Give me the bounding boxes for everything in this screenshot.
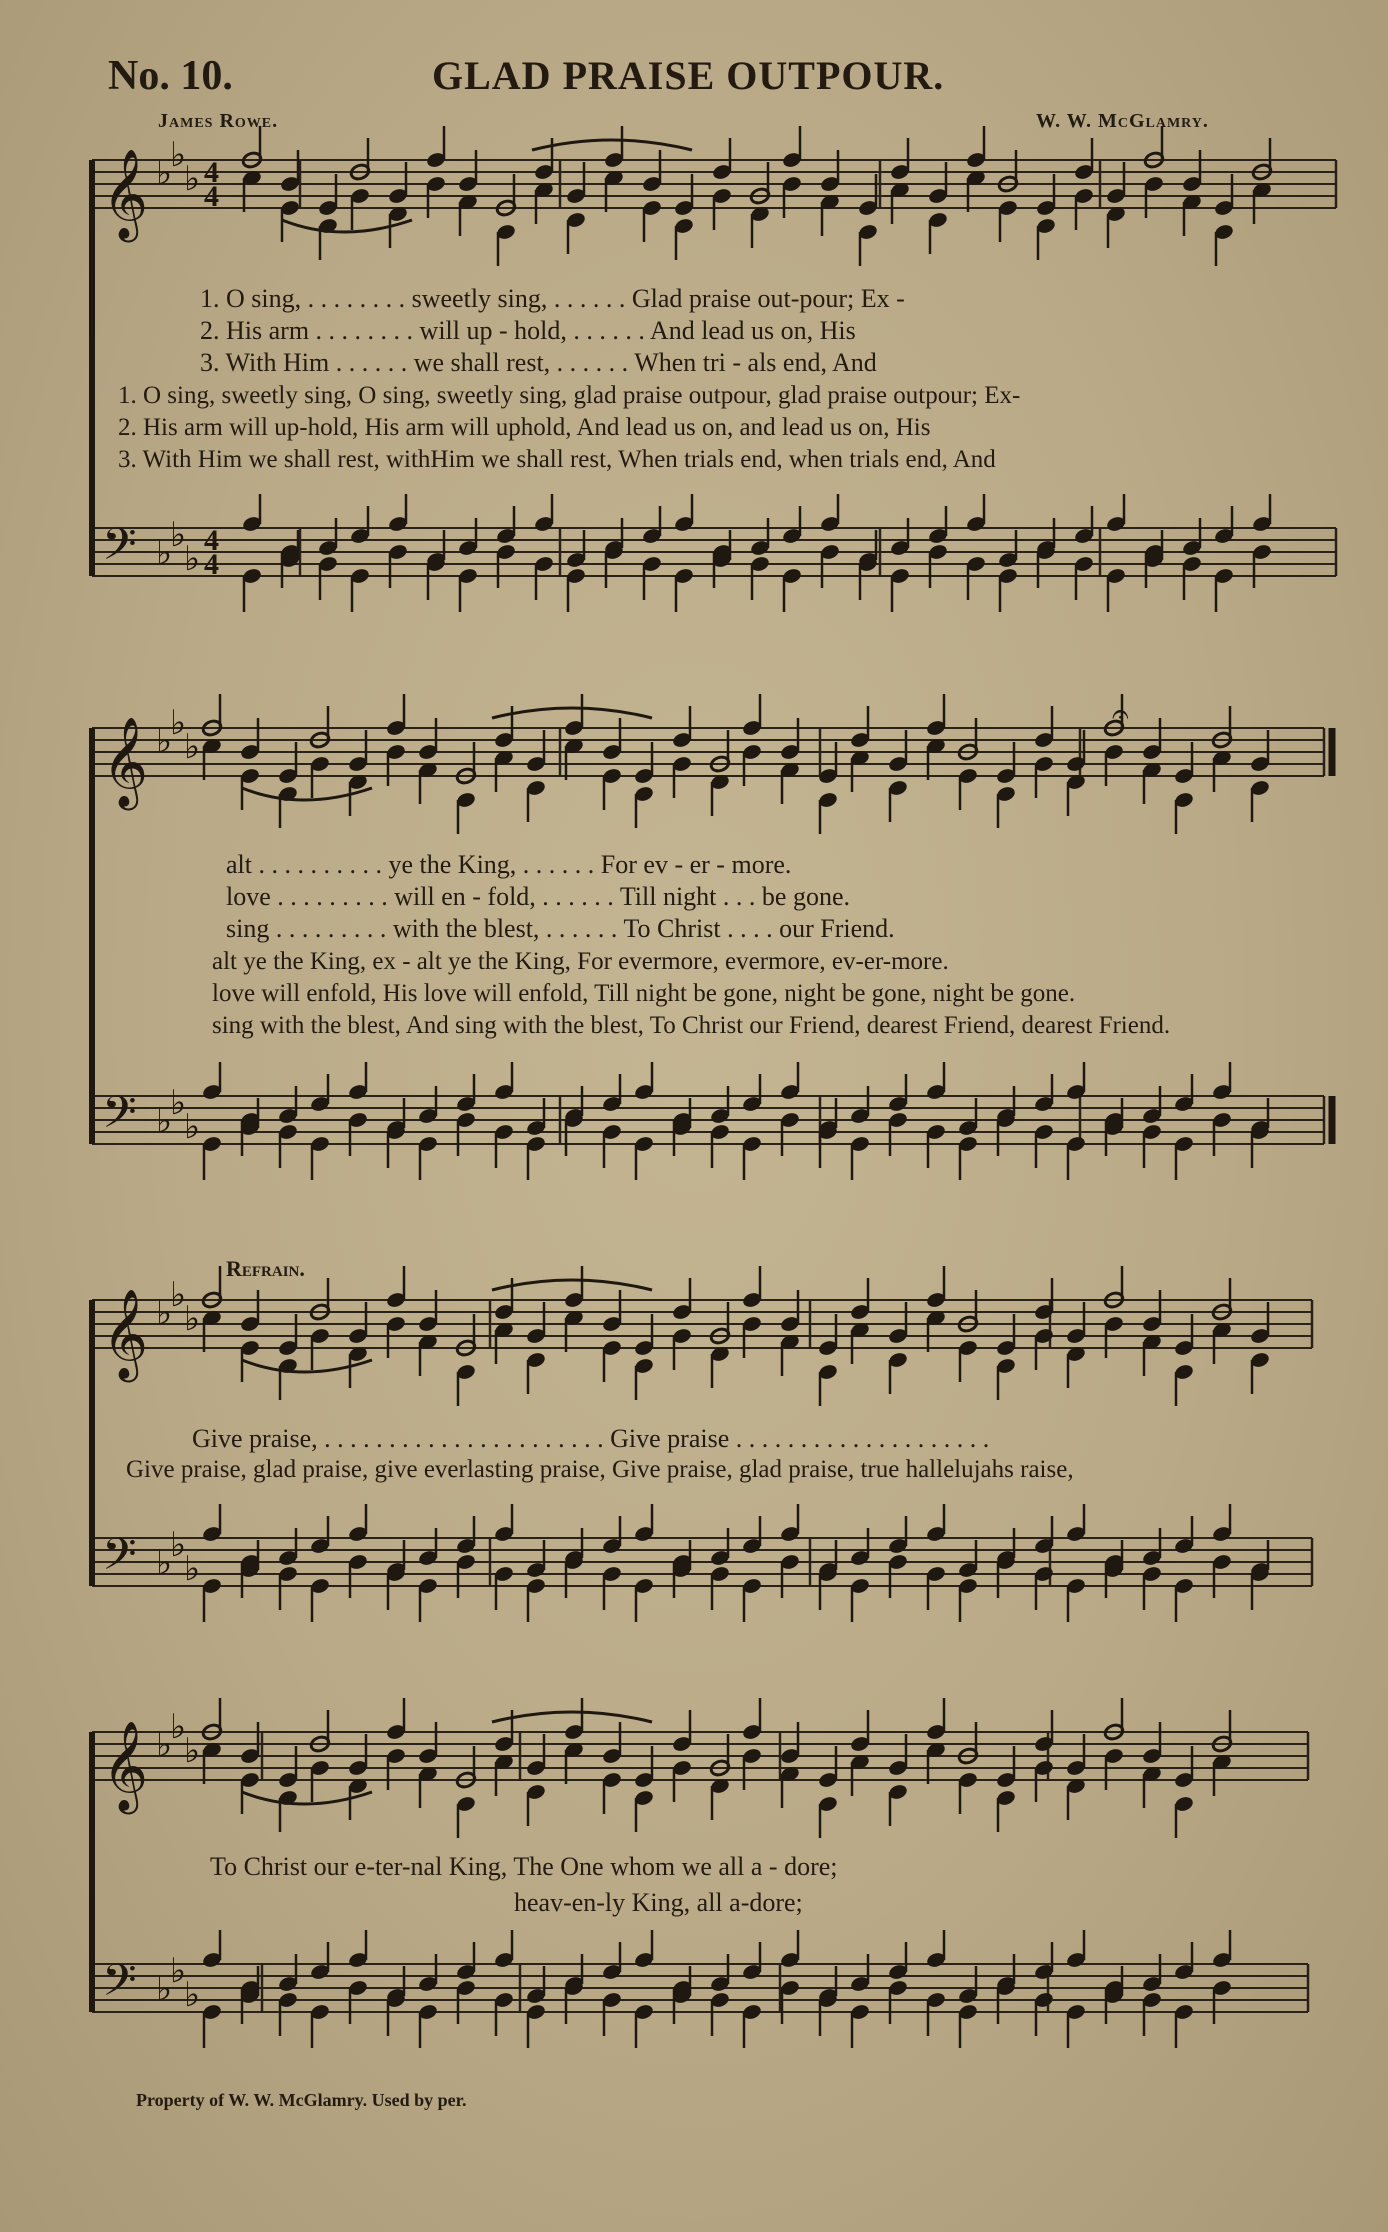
flat-sign: ♭: [184, 159, 201, 199]
flat-sign: ♭: [156, 533, 173, 573]
line2-verse1: alt . . . . . . . . . . ye the King, . . . . . . For ev - er - more.: [226, 850, 792, 879]
flat-sign: ♭: [184, 727, 201, 767]
flat-sign: ♭: [156, 1543, 173, 1583]
flat-sign: ♭: [184, 1731, 201, 1771]
copyright-footer: Property of W. W. McGlamry. Used by per.: [136, 2090, 467, 2110]
flat-sign: ♭: [156, 721, 173, 761]
flat-sign: ♭: [184, 539, 201, 579]
flat-sign: ♭: [156, 153, 173, 193]
bass-clef: 𝄢: [102, 1954, 137, 2017]
flat-sign: ♭: [170, 515, 187, 555]
flat-sign: ♭: [184, 1299, 201, 1339]
flat-sign: ♭: [170, 703, 187, 743]
treble-time-numerator: 4: [204, 156, 219, 189]
line1-verse2: 2. His arm . . . . . . . . will up - hold, . . . . . . And lead us on, His: [200, 316, 856, 345]
flat-sign: ♭: [170, 1083, 187, 1123]
bass-time-numerator: 4: [204, 524, 219, 557]
flat-sign: ♭: [184, 1549, 201, 1589]
flat-sign: ♭: [170, 1707, 187, 1747]
tie: [492, 1280, 652, 1290]
tie: [492, 1712, 652, 1722]
refrain-line1-upper: Give praise, . . . . . . . . . . . . . . . . . . . . . . Give praise . . . . . . . . . . . . . . . . . . . .: [192, 1424, 990, 1453]
flat-sign: ♭: [156, 1101, 173, 1141]
line2-verse2: love . . . . . . . . . will en - fold, . . . . . . Till night . . . be gone.: [226, 882, 850, 911]
treble-time-denominator: 4: [204, 180, 219, 213]
flat-sign: ♭: [184, 1107, 201, 1147]
flat-sign: ♭: [170, 135, 187, 175]
hymn-title: GLAD PRAISE OUTPOUR.: [432, 53, 945, 98]
line2-verse3: sing . . . . . . . . . with the blest, . . . . . . To Christ . . . . our Friend.: [226, 914, 895, 943]
refrain-line2-lower: heav-en-ly King, all a-dore;: [514, 1888, 803, 1917]
line1-chorus2: 2. His arm will up-hold, His arm will uphold, And lead us on, and lead us on, His: [118, 414, 931, 441]
line1-chorus1: 1. O sing, sweetly sing, O sing, sweetly sing, glad praise outpour, glad praise outpour; Ex-: [118, 382, 1021, 409]
bass-time-denominator: 4: [204, 548, 219, 581]
flat-sign: ♭: [170, 1275, 187, 1315]
hymn-number: No. 10.: [108, 53, 233, 99]
tie: [492, 708, 652, 718]
composer-credit: W. W. McGlamry.: [1036, 110, 1209, 132]
bass-clef: 𝄢: [102, 1086, 137, 1149]
flat-sign: ♭: [156, 1969, 173, 2009]
tie: [242, 788, 372, 800]
line1-verse1: 1. O sing, . . . . . . . . sweetly sing, . . . . . . Glad praise out-pour; Ex -: [200, 284, 905, 313]
treble-clef: 𝄞: [102, 1721, 149, 1811]
flat-sign: ♭: [170, 1951, 187, 1991]
flat-sign: ♭: [156, 1725, 173, 1765]
tie: [532, 140, 692, 150]
refrain-line1-lower: Give praise, glad praise, give everlasting praise, Give praise, glad praise, true hallelujahs raise,: [126, 1456, 1074, 1483]
flat-sign: ♭: [156, 1293, 173, 1333]
tie: [242, 1792, 372, 1804]
line2-chorus1: alt ye the King, ex - alt ye the King, For evermore, evermore, ev-er-more.: [212, 948, 949, 975]
tie: [242, 1360, 372, 1372]
fermata-icon: 𝄐: [1112, 697, 1129, 732]
flat-sign: ♭: [170, 1525, 187, 1565]
line1-chorus3: 3. With Him we shall rest, withHim we shall rest, When trials end, when trials end, And: [118, 446, 996, 473]
lyricist-credit: James Rowe.: [158, 110, 279, 132]
treble-clef: 𝄞: [102, 1289, 149, 1379]
flat-sign: ♭: [184, 1975, 201, 2015]
treble-clef: 𝄞: [102, 149, 149, 239]
refrain-label: Refrain.: [226, 1256, 305, 1281]
bass-clef: 𝄢: [102, 1528, 137, 1591]
line2-chorus2: love will enfold, His love will enfold, Till night be gone, night be gone, night be gone.: [212, 980, 1076, 1007]
refrain-line2-upper: To Christ our e-ter-nal King, The One whom we all a - dore;: [210, 1852, 838, 1881]
bass-clef: 𝄢: [102, 518, 137, 581]
treble-clef: 𝄞: [102, 717, 149, 807]
line1-verse3: 3. With Him . . . . . . we shall rest, . . . . . . When tri - als end, And: [200, 348, 877, 377]
line2-chorus3: sing with the blest, And sing with the blest, To Christ our Friend, dearest Friend, dearest Friend.: [212, 1012, 1171, 1039]
tie: [282, 220, 412, 232]
